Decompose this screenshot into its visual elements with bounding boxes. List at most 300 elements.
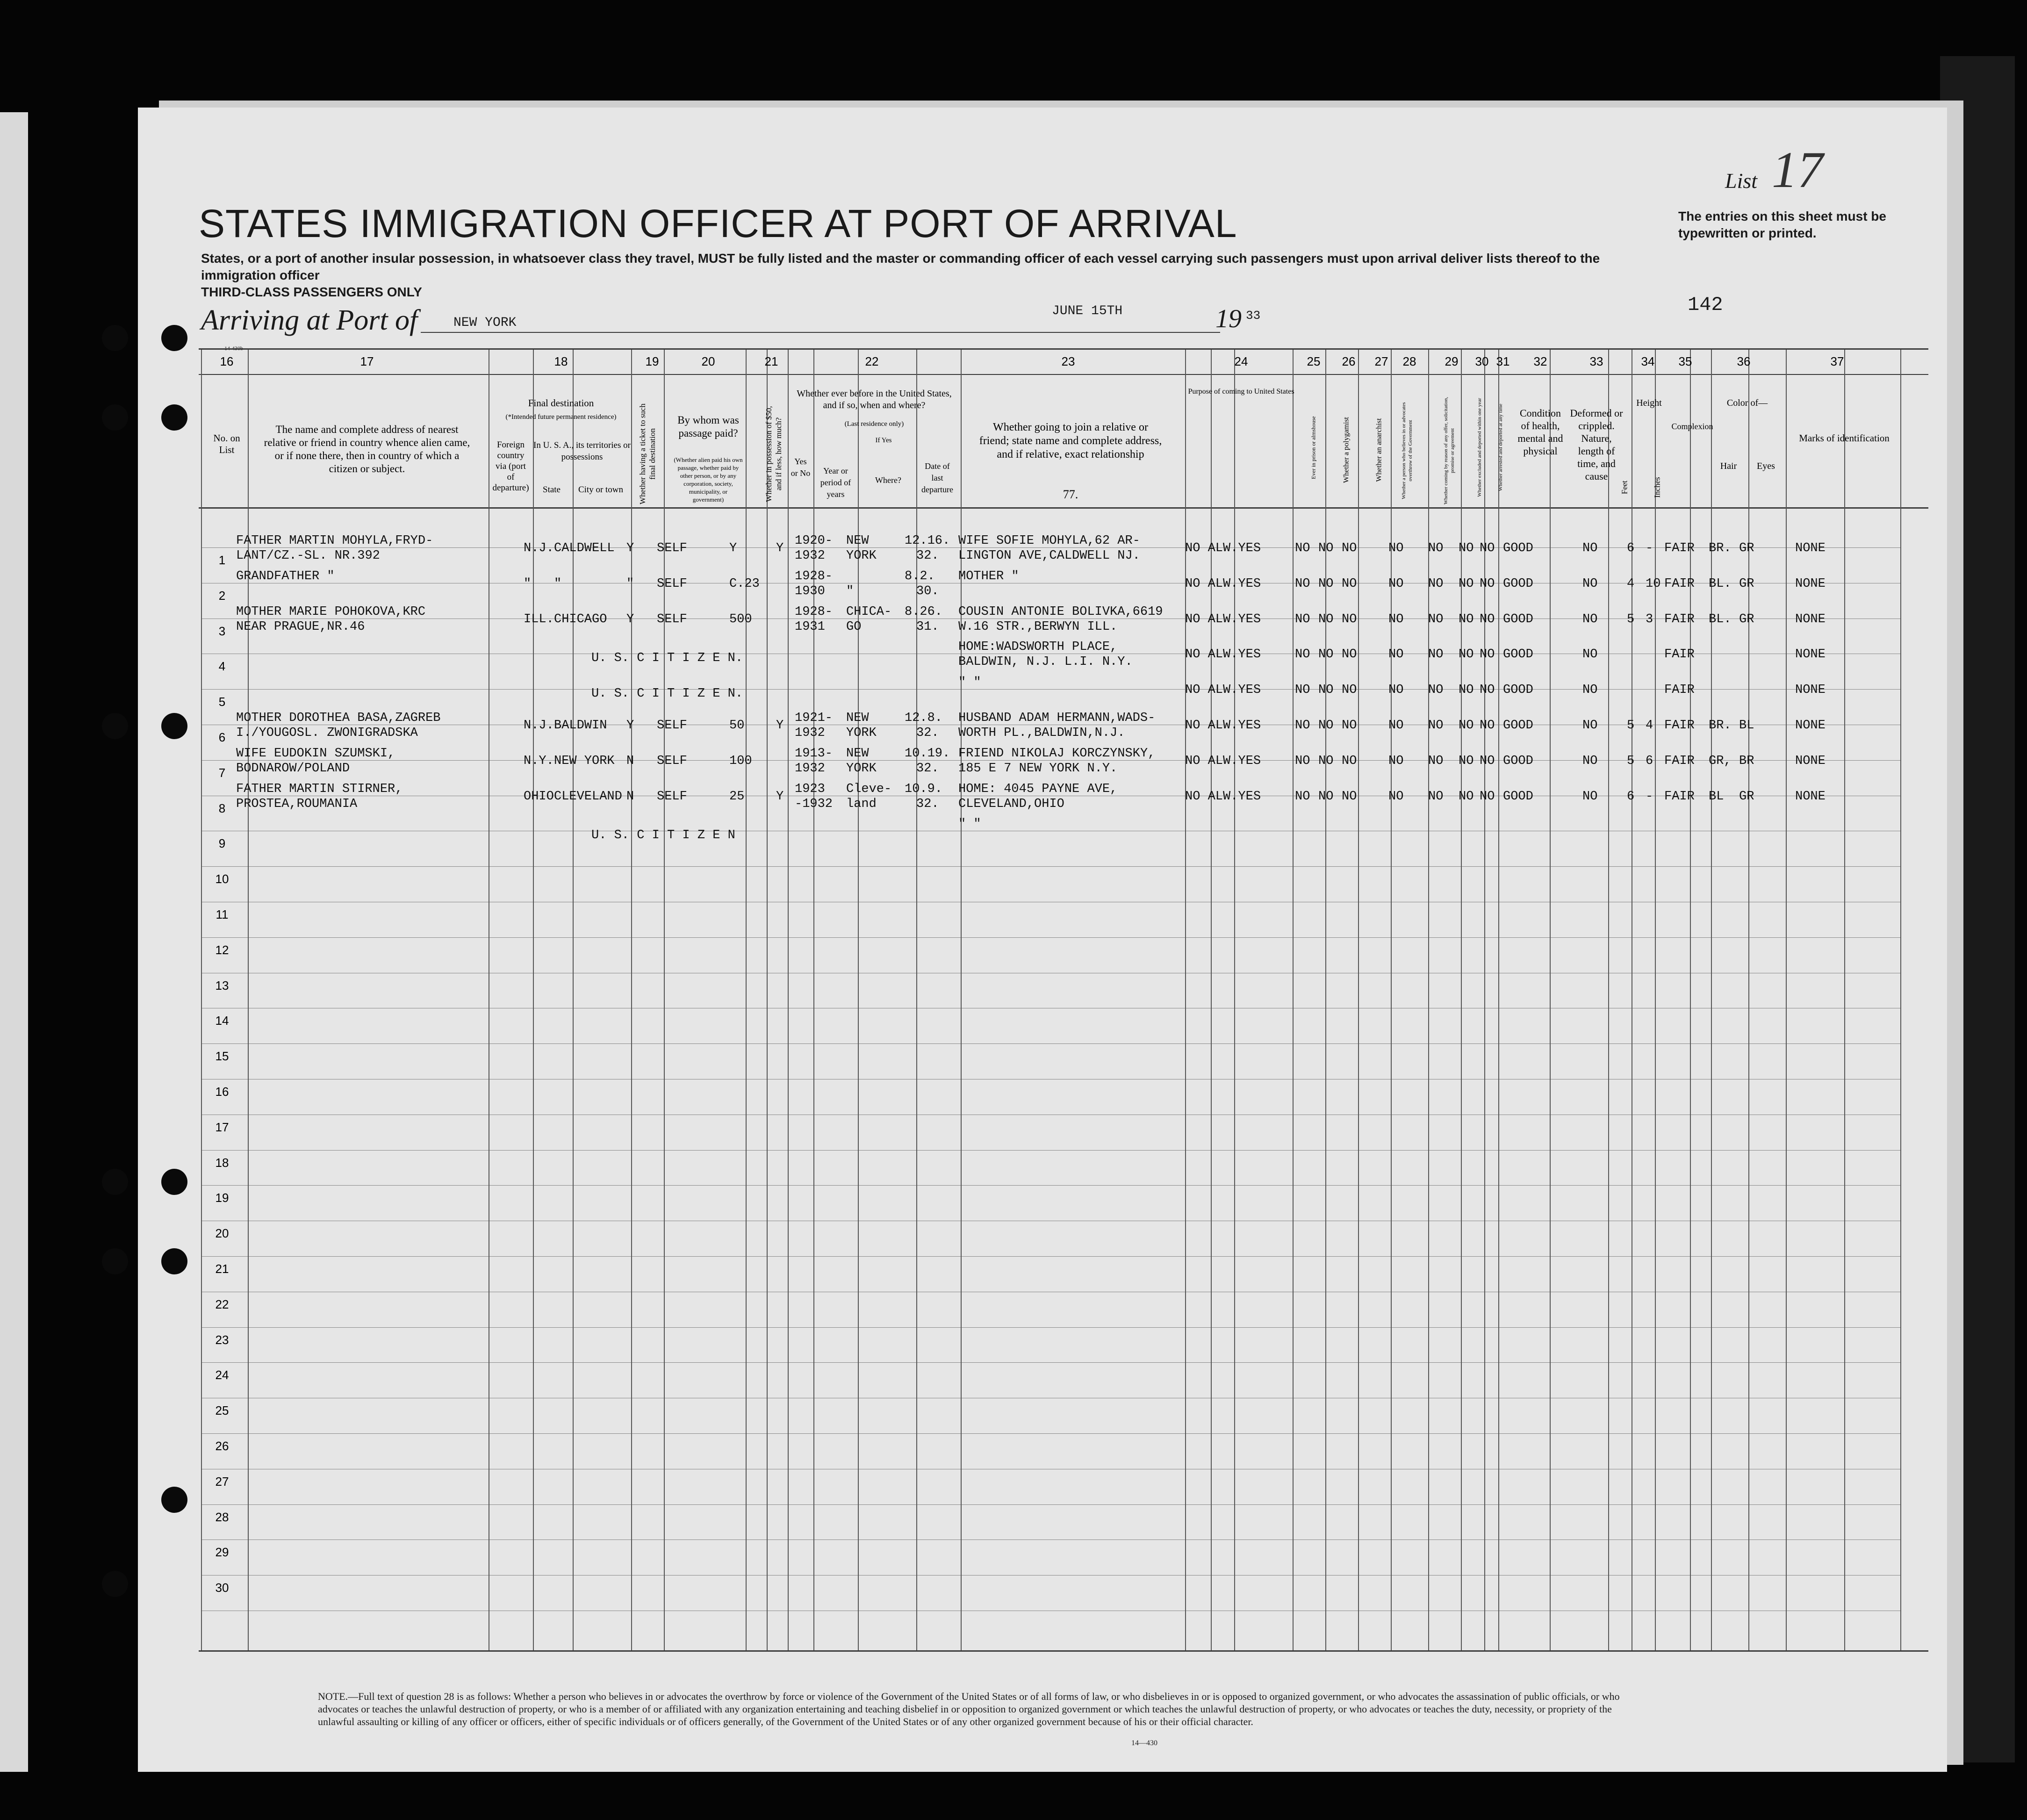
cell-state: OHIO <box>524 789 554 804</box>
header-fifty-dollars: Whether in possession of $50, and if less, how much? <box>764 406 783 502</box>
row-ruling <box>201 1504 1900 1505</box>
cell-join-1: MOTHER " <box>958 569 1019 583</box>
cell-join-2: W.16 STR.,BERWYN ILL. <box>958 619 1118 634</box>
cell-date-2: 31. <box>916 619 939 634</box>
cell-c25: NO <box>1295 647 1310 662</box>
header-prison: Ever in prison or almshouse <box>1310 416 1317 479</box>
header-join-relative: Whether going to join a relative or friend; state name and complete address, and if relative, exact relationship <box>979 421 1162 460</box>
cell-state: N.J. <box>524 719 554 733</box>
cell-c30: NO <box>1459 576 1474 591</box>
cell-deformed: NO <box>1582 612 1598 626</box>
cell-paid: SELF <box>657 576 687 591</box>
cell-join-1: HUSBAND ADAM HERMANN,WADS- <box>958 711 1156 725</box>
cell-us-citizen: U. S. C I T I Z E N <box>591 828 735 843</box>
colnum-32: 32 <box>1533 354 1547 368</box>
cell-c31: NO <box>1480 683 1495 698</box>
header-city: City or town <box>578 485 624 495</box>
binder-hole <box>102 1169 128 1195</box>
cell-marks: NONE <box>1795 754 1826 768</box>
cell-purpose: NO ALW.YES <box>1185 754 1261 768</box>
colnum-28: 28 <box>1402 354 1416 368</box>
colnum-36: 36 <box>1737 354 1751 368</box>
cell-year-2: -1932 <box>795 797 833 811</box>
cell-inches: 10 <box>1646 576 1661 591</box>
cell-ticket: Y <box>626 541 634 555</box>
header-nearest-relative: The name and complete address of nearest relative or friend in country whence alien came, or if none there, then in country of which a citizen or subject. <box>264 424 470 475</box>
column-ruling <box>1844 350 1845 1650</box>
cell-year-1: 1920- <box>795 534 833 548</box>
row-number: 1 <box>218 553 226 567</box>
cell-feet: 5 <box>1627 754 1635 768</box>
cell-city: CALDWELL <box>554 541 615 555</box>
cell-c28: NO <box>1388 541 1404 555</box>
row-number: 11 <box>216 907 229 921</box>
cell-date-2: 32. <box>916 726 939 740</box>
header-bottom-line <box>199 507 1928 509</box>
cell-state: N.Y. <box>524 754 554 768</box>
cell-complexion: FAIR <box>1664 683 1695 698</box>
cell-c27: NO <box>1342 612 1357 626</box>
header-year-period: Year or period of years <box>820 466 851 499</box>
colnum-19: 19 <box>645 354 659 368</box>
row-number: 15 <box>215 1049 229 1064</box>
row-number: 24 <box>215 1368 229 1382</box>
cell-year-1: 1923 <box>795 782 825 796</box>
cell-c29: NO <box>1428 576 1444 591</box>
column-ruling <box>767 350 768 1650</box>
header-last-departure: Date of last departure <box>921 461 953 494</box>
cell-join-1: " " <box>958 817 981 832</box>
cell-money: Y <box>729 541 737 555</box>
header-anarchist: Whether an anarchist <box>1375 418 1383 482</box>
table-bottom-line <box>199 1650 1928 1652</box>
cell-c25: NO <box>1295 789 1310 804</box>
cell-c26: NO <box>1318 612 1334 626</box>
column-ruling <box>1786 350 1787 1650</box>
cell-join-1: FRIEND NIKOLAJ KORCZYNSKY, <box>958 746 1156 761</box>
cell-health: GOOD <box>1503 719 1533 733</box>
cell-c30: NO <box>1459 719 1474 733</box>
row-number: 19 <box>215 1191 229 1205</box>
cell-c25: NO <box>1295 576 1310 591</box>
row-number: 2 <box>218 588 226 603</box>
cell-join-2: CLEVELAND,OHIO <box>958 797 1064 811</box>
form-number: 14—430 <box>1131 1739 1157 1747</box>
binder-hole <box>102 1248 128 1274</box>
cell-marks: NONE <box>1795 719 1826 733</box>
colnum-20: 20 <box>701 354 715 368</box>
cell-city: BALDWIN <box>554 719 607 733</box>
header-complexion: Complexion <box>1671 422 1713 431</box>
row-number: 5 <box>218 695 226 709</box>
cell-paid: SELF <box>657 541 687 555</box>
row-number: 3 <box>218 624 226 638</box>
cell-c25: NO <box>1295 754 1310 768</box>
column-ruling <box>1498 350 1499 1650</box>
header-final-destination-note: (*Intended future permanent residence) <box>505 413 617 421</box>
cell-yesno: Y <box>776 541 784 555</box>
cell-c29: NO <box>1428 541 1444 555</box>
cell-relative-1: MOTHER MARIE POHOKOVA,KRC <box>236 604 426 619</box>
port-value: NEW YORK <box>453 316 517 330</box>
header-no-on-list: No. on List <box>213 432 240 455</box>
cell-hair: BL <box>1709 789 1724 804</box>
cell-money: 100 <box>729 754 752 768</box>
cell-c26: NO <box>1318 576 1334 591</box>
cell-year-1: 1913- <box>795 746 833 761</box>
cell-c27: NO <box>1342 754 1357 768</box>
adjacent-page-edge <box>0 112 28 1772</box>
header-final-destination: Final destination <box>528 397 594 409</box>
cell-year-2: 1932 <box>795 726 825 740</box>
cell-c31: NO <box>1480 719 1495 733</box>
cell-c26: NO <box>1318 754 1334 768</box>
cell-c27: NO <box>1342 683 1357 698</box>
cell-paid: SELF <box>657 754 687 768</box>
colnum-27: 27 <box>1374 354 1388 368</box>
cell-c28: NO <box>1388 754 1404 768</box>
cell-where-2: GO <box>846 619 862 634</box>
cell-date-1: 10.9. <box>905 782 943 796</box>
cell-marks: NONE <box>1795 647 1826 662</box>
row-ruling <box>201 1539 1900 1540</box>
row-number: 29 <box>215 1545 229 1560</box>
cell-complexion: FAIR <box>1664 576 1695 591</box>
year-suffix: 33 <box>1246 309 1261 323</box>
cell-marks: NONE <box>1795 612 1826 626</box>
cell-us-citizen: U. S. C I T I Z E N. <box>591 687 743 701</box>
column-number-line <box>199 374 1928 375</box>
cell-deformed: NO <box>1582 541 1598 555</box>
cell-c26: NO <box>1318 683 1334 698</box>
cell-c31: NO <box>1480 754 1495 768</box>
cell-c30: NO <box>1459 754 1474 768</box>
row-number: 9 <box>218 836 226 851</box>
header-purpose: Purpose of coming to United States <box>1188 388 1294 396</box>
cell-purpose: NO ALW.YES <box>1185 541 1261 555</box>
row-number: 12 <box>215 942 229 957</box>
cell-hair: BR. <box>1709 541 1732 555</box>
cell-year-2: 1932 <box>795 761 825 776</box>
cell-c30: NO <box>1459 541 1474 555</box>
row-ruling <box>201 1150 1900 1151</box>
column-ruling <box>788 350 789 1650</box>
cell-deformed: NO <box>1582 647 1598 662</box>
cell-year-2: 1932 <box>795 549 825 563</box>
cell-relative-2: I./YOUGOSL. ZWONIGRADSKA <box>236 726 418 740</box>
cell-join-1: HOME: 4045 PAYNE AVE, <box>958 782 1118 796</box>
cell-c28: NO <box>1388 612 1404 626</box>
cell-year-1: 1928- <box>795 569 833 583</box>
binder-hole <box>161 1487 187 1513</box>
header-before-in-us: Whether ever before in the United States, and if so, when and where? <box>797 388 952 410</box>
cell-relative-1: GRANDFATHER " <box>236 569 335 583</box>
cell-c30: NO <box>1459 789 1474 804</box>
cell-where-1: NEW <box>846 746 869 761</box>
row-ruling <box>201 689 1900 690</box>
cell-year-2: 1931 <box>795 619 825 634</box>
cell-c31: NO <box>1480 789 1495 804</box>
cell-join-1: COUSIN ANTONIE BOLIVKA,6619 <box>958 604 1163 619</box>
header-feet: Feet <box>1620 480 1629 495</box>
cell-year-1: 1928- <box>795 604 833 619</box>
column-ruling <box>1655 350 1656 1650</box>
cell-eyes: GR <box>1739 576 1754 591</box>
port-underline <box>421 332 916 333</box>
cell-city: CLEVELAND <box>554 789 622 804</box>
cell-join-2: 185 E 7 NEW YORK N.Y. <box>958 761 1118 776</box>
footnote: NOTE.—Full text of question 28 is as follows: Whether a person who believes in or advocates the overthrow by force or violence of the Government of the United States or of all forms of law, or who disbelieves in or is opposed to organized government, or who advocates the assassination of public officials, or who advocates or teaches the unlawful destruction of property, or who is a member of or affiliated with any organization entertaining and teaching disbelief in or opposition to organized government or which teaches the unlawful destruction of property, or who advocates or teaches the duty, necessity, or propriety of the unlawful assaulting or killing of any officer or officers, either of specific individuals or of officers generally, of the Government of the United States or of any other organized government because of his or their official character. <box>318 1691 1620 1727</box>
cell-relative-1: FATHER MARTIN MOHYLA,FRYD- <box>236 534 433 548</box>
cell-feet: 4 <box>1627 576 1635 591</box>
cell-where-2: YORK <box>846 549 877 563</box>
cell-c31: NO <box>1480 541 1495 555</box>
header-overthrow: Whether a person who believes in or advocates overthrow of the Government <box>1401 402 1413 499</box>
cell-state: ILL. <box>524 612 554 626</box>
cell-city: CHICAGO <box>554 612 607 626</box>
cell-city: " <box>554 576 562 591</box>
cell-c30: NO <box>1459 647 1474 662</box>
typewritten-note: The entries on this sheet must be typewritten or printed. <box>1678 209 1886 240</box>
row-number: 16 <box>215 1085 229 1099</box>
cell-health: GOOD <box>1503 754 1533 768</box>
binder-hole <box>161 713 187 739</box>
header-marks: Marks of identification <box>1799 432 1890 444</box>
cell-c29: NO <box>1428 754 1444 768</box>
cell-where-2: land <box>846 797 877 811</box>
cell-c30: NO <box>1459 683 1474 698</box>
colnum-35: 35 <box>1678 354 1692 368</box>
row-ruling <box>201 1362 1900 1363</box>
header-eyes: Eyes <box>1757 461 1775 471</box>
cell-ticket: Y <box>626 612 634 626</box>
cell-join-2: BALDWIN, N.J. L.I. N.Y. <box>958 655 1133 669</box>
column-ruling <box>746 350 747 1650</box>
cell-complexion: FAIR <box>1664 754 1695 768</box>
cell-ticket: N <box>626 789 634 804</box>
row-number: 23 <box>215 1332 229 1347</box>
cell-marks: NONE <box>1795 789 1826 804</box>
cell-hair: GR, <box>1709 754 1732 768</box>
cell-c29: NO <box>1428 789 1444 804</box>
header-offer: Whether coming by reason of any offer, solicitation, promise or agreement <box>1443 397 1455 504</box>
list-number: 17 <box>1772 141 1823 198</box>
cell-relative-1: FATHER MARTIN STIRNER, <box>236 782 403 796</box>
header-last-residence: (Last residence only) <box>844 420 904 428</box>
colnum-26: 26 <box>1342 354 1356 368</box>
header-hair: Hair <box>1720 461 1737 471</box>
cell-c25: NO <box>1295 719 1310 733</box>
cell-health: GOOD <box>1503 576 1533 591</box>
header-in-usa: In U. S. A., its territories or possessions <box>533 440 631 462</box>
cell-complexion: FAIR <box>1664 647 1695 662</box>
row-number: 4 <box>218 659 226 674</box>
column-ruling <box>1293 350 1294 1650</box>
colnum-34: 34 <box>1641 354 1655 368</box>
colnum-30: 30 <box>1475 354 1489 368</box>
colnum-25: 25 <box>1307 354 1321 368</box>
row-number: 7 <box>218 765 226 780</box>
cell-c29: NO <box>1428 719 1444 733</box>
row-number: 26 <box>215 1439 229 1453</box>
cell-hair: BL. <box>1709 576 1732 591</box>
colnum-33: 33 <box>1589 354 1603 368</box>
cell-eyes: GR <box>1739 789 1754 804</box>
cell-purpose: NO ALW.YES <box>1185 719 1261 733</box>
column-ruling <box>1358 350 1359 1650</box>
cell-c27: NO <box>1342 541 1357 555</box>
header-ticket: Whether having a ticket to such final destination <box>638 403 657 504</box>
cell-c27: NO <box>1342 647 1357 662</box>
row-ruling <box>201 1327 1900 1328</box>
binder-hole <box>102 404 128 431</box>
cell-paid: SELF <box>657 719 687 733</box>
cell-inches: - <box>1646 541 1653 555</box>
cell-relative-2: LANT/CZ.-SL. NR.392 <box>236 549 380 563</box>
cell-c29: NO <box>1428 612 1444 626</box>
cell-feet: 6 <box>1627 789 1635 804</box>
cell-eyes: BL <box>1739 719 1754 733</box>
cell-c28: NO <box>1388 683 1404 698</box>
year-prefix: 19 <box>1215 304 1242 333</box>
row-number: 18 <box>215 1155 229 1170</box>
header-height: Height <box>1636 398 1662 408</box>
cell-relative-2: PROSTEA,ROUMANIA <box>236 797 358 811</box>
cell-c29: NO <box>1428 683 1444 698</box>
cell-health: GOOD <box>1503 541 1533 555</box>
cell-c26: NO <box>1318 789 1334 804</box>
cell-c26: NO <box>1318 719 1334 733</box>
cell-c29: NO <box>1428 647 1444 662</box>
cell-where-2: YORK <box>846 726 877 740</box>
cell-ticket: " <box>626 576 634 591</box>
header-yes-no: Yes or No <box>791 457 811 478</box>
header-deformed: Deformed or crippled. Nature, length of time, and cause <box>1570 407 1623 482</box>
row-number: 8 <box>218 801 226 815</box>
cell-join-1: " " <box>958 676 981 690</box>
cell-money: C.23 <box>729 576 760 591</box>
header-color-of: Color of— <box>1726 398 1768 408</box>
cell-deformed: NO <box>1582 576 1598 591</box>
binder-hole <box>161 404 187 431</box>
cell-date-1: 12.8. <box>905 711 943 725</box>
row-ruling <box>201 866 1900 867</box>
row-number: 25 <box>215 1403 229 1418</box>
cell-marks: NONE <box>1795 576 1826 591</box>
header-if-yes: If Yes <box>875 437 892 444</box>
cell-c28: NO <box>1388 647 1404 662</box>
cell-date-2: 32. <box>916 761 939 776</box>
header-passage-paid-note: (Whether alien paid his own passage, whether paid by other person, or by any corporation, society, municipality, or government) <box>674 456 743 503</box>
header-foreign-country: Foreign country via (port of departure) <box>492 440 529 493</box>
cell-paid: SELF <box>657 789 687 804</box>
cell-health: GOOD <box>1503 789 1533 804</box>
cell-yesno: Y <box>776 719 784 733</box>
cell-c30: NO <box>1459 612 1474 626</box>
header-arrested: Whether arrested and deported at any time <box>1498 403 1503 491</box>
cell-health: GOOD <box>1503 647 1533 662</box>
column-ruling <box>201 350 202 1650</box>
cell-date-2: 30. <box>916 584 939 598</box>
column-ruling <box>1900 350 1901 1650</box>
list-label: List <box>1725 169 1758 193</box>
cell-date-1: 12.16. <box>905 534 950 548</box>
cell-yesno: Y <box>776 789 784 804</box>
cell-c25: NO <box>1295 683 1310 698</box>
cell-inches: 3 <box>1646 612 1653 626</box>
cell-where-1: NEW <box>846 534 869 548</box>
row-ruling <box>201 1433 1900 1434</box>
cell-date-2: 32. <box>916 797 939 811</box>
binder-hole <box>161 1248 187 1274</box>
column-ruling <box>1550 350 1551 1650</box>
row-number: 13 <box>215 978 229 993</box>
cell-c26: NO <box>1318 541 1334 555</box>
cell-feet: 5 <box>1627 719 1635 733</box>
row-ruling <box>201 1185 1900 1186</box>
cell-ticket: N <box>626 754 634 768</box>
header-passage-paid: By whom was passage paid? <box>677 414 739 439</box>
cell-c27: NO <box>1342 789 1357 804</box>
binder-hole <box>161 325 187 351</box>
binder-hole <box>161 1169 187 1195</box>
cell-ticket: Y <box>626 719 634 733</box>
header-join-relative-mark: 77. <box>1063 488 1078 501</box>
cell-c31: NO <box>1480 647 1495 662</box>
row-ruling <box>201 1043 1900 1044</box>
colnum-22: 22 <box>865 354 879 368</box>
cell-relative-1: MOTHER DOROTHEA BASA,ZAGREB <box>236 711 441 725</box>
cell-deformed: NO <box>1582 754 1598 768</box>
colnum-29: 29 <box>1445 354 1459 368</box>
cell-where-1: NEW <box>846 711 869 725</box>
cell-marks: NONE <box>1795 683 1826 698</box>
cell-money: 25 <box>729 789 745 804</box>
cell-eyes: BR <box>1739 754 1754 768</box>
colnum-21: 21 <box>764 354 778 368</box>
cell-complexion: FAIR <box>1664 789 1695 804</box>
cell-purpose: NO ALW.YES <box>1185 789 1261 804</box>
cell-c27: NO <box>1342 719 1357 733</box>
cell-join-2: LINGTON AVE,CALDWELL NJ. <box>958 549 1140 563</box>
row-number: 20 <box>215 1226 229 1241</box>
cell-feet: 6 <box>1627 541 1635 555</box>
row-number: 22 <box>215 1297 229 1311</box>
column-ruling <box>1608 350 1609 1650</box>
cell-join-2: WORTH PL.,BALDWIN,N.J. <box>958 726 1125 740</box>
cell-where-2: " <box>846 584 854 598</box>
cell-c27: NO <box>1342 576 1357 591</box>
cell-year-1: 1921- <box>795 711 833 725</box>
header-excluded: Whether excluded and deported within one year <box>1477 398 1482 497</box>
cell-where-1: CHICA- <box>846 604 892 619</box>
cell-c28: NO <box>1388 789 1404 804</box>
cell-year-2: 1930 <box>795 584 825 598</box>
class-line: THIRD-CLASS PASSENGERS ONLY <box>201 285 422 299</box>
instructions <box>201 250 1603 301</box>
cell-hair: BR. <box>1709 719 1732 733</box>
cell-date-1: 8.2. <box>905 569 935 583</box>
cell-relative-1: WIFE EUDOKIN SZUMSKI, <box>236 746 395 761</box>
arriving-label: Arriving at Port of <box>201 304 418 336</box>
row-number: 21 <box>215 1262 229 1276</box>
header-polygamist: Whether a polygamist <box>1342 417 1351 483</box>
cell-marks: NONE <box>1795 541 1826 555</box>
binder-hole <box>102 1571 128 1597</box>
row-ruling <box>201 1256 1900 1257</box>
cell-relative-2: NEAR PRAGUE,NR.46 <box>236 619 365 634</box>
cell-where-2: YORK <box>846 761 877 776</box>
